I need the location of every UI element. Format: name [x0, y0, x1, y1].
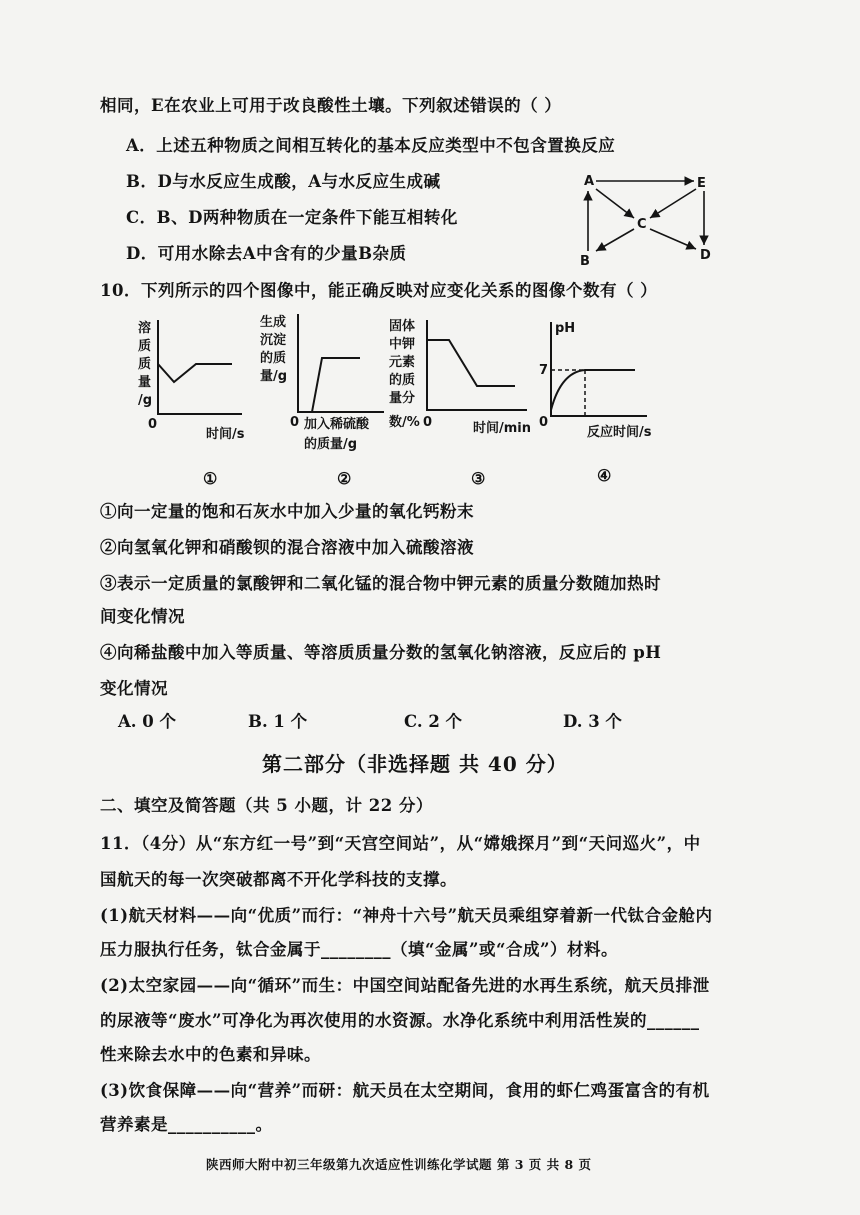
q10-statement-3: ③表示一定质量的氯酸钾和二氧化锰的混合物中钾元素的质量分数随加热时 [100, 574, 661, 593]
svg-text:中钾: 中钾 [389, 337, 416, 352]
arrow-c-to-b [596, 229, 634, 251]
q10-choice-d: D. 3 个 [563, 712, 622, 731]
svg-text:的质量/g: 的质量/g [304, 437, 358, 452]
svg-text:质: 质 [138, 339, 152, 354]
svg-text:生成: 生成 [260, 315, 287, 330]
graph-2 [256, 308, 396, 458]
svg-text:质: 质 [138, 357, 152, 372]
svg-text:/g: /g [138, 393, 153, 408]
q11-line-2: 国航天的每一次突破都离不开化学科技的支撑。 [100, 870, 457, 889]
svg-text:时间/s: 时间/s [206, 427, 245, 442]
diagram-node-d: D [700, 248, 711, 263]
graph-2-curve [312, 358, 360, 412]
svg-text:0: 0 [148, 417, 158, 432]
q10-statement-1: ①向一定量的饱和石灰水中加入少量的氧化钙粉末 [100, 502, 474, 521]
svg-text:时间/min: 时间/min [473, 421, 532, 436]
svg-text:元素: 元素 [389, 355, 416, 370]
graph-4-index: ④ [597, 466, 612, 485]
q11-line-7: 性来除去水中的色素和异味。 [100, 1045, 321, 1064]
q11-line-9: 营养素是__________。 [100, 1115, 273, 1134]
q9-option-d: D．可用水除去A中含有的少量B杂质 [126, 244, 407, 263]
part2-title: 第二部分（非选择题 共 40 分） [262, 752, 568, 776]
svg-text:固体: 固体 [389, 319, 416, 334]
svg-text:0: 0 [290, 415, 300, 430]
svg-text:数/%: 数/% [389, 415, 420, 430]
graph-4 [535, 314, 665, 444]
q9-stem-tail: 相同，E在农业上可用于改良酸性土壤。下列叙述错误的（ ） [100, 96, 562, 115]
q11-line-8: (3)饮食保障——向“营养”而研：航天员在太空期间，食用的虾仁鸡蛋富含的有机 [100, 1081, 710, 1100]
q9-option-b: B．D与水反应生成酸，A与水反应生成碱 [126, 172, 441, 191]
svg-text:量/g: 量/g [260, 369, 288, 384]
svg-text:量分: 量分 [389, 391, 416, 406]
q10-stem: 10．下列所示的四个图像中，能正确反映对应变化关系的图像个数有（ ） [100, 281, 658, 300]
q10-statement-2: ②向氢氧化钾和硝酸钡的混合溶液中加入硫酸溶液 [100, 538, 474, 557]
q9-relationship-diagram [570, 165, 720, 265]
svg-text:pH: pH [555, 321, 576, 336]
diagram-node-e: E [697, 176, 706, 191]
svg-text:7: 7 [539, 363, 549, 378]
graph-1-index: ① [203, 469, 218, 488]
graph-1-curve [158, 364, 232, 382]
svg-text:的质: 的质 [389, 373, 416, 388]
q11-line-1: 11．（4分）从“东方红一号”到“天宫空间站”，从“嫦娥探月”到“天问巡火”，中 [100, 834, 701, 853]
q11-line-3: (1)航天材料——向“优质”而行：“神舟十六号”航天员乘组穿着新一代钛合金舱内 [100, 906, 713, 925]
q10-statement-4-cont: 变化情况 [100, 679, 168, 698]
q10-choice-a: A. 0 个 [118, 712, 177, 731]
graph-1 [130, 312, 250, 442]
q11-line-4: 压力服执行任务，钛合金属于________（填“金属”或“合成”）材料。 [100, 940, 618, 959]
q9-option-a: A．上述五种物质之间相互转化的基本反应类型中不包含置换反应 [126, 136, 616, 155]
svg-text:的质: 的质 [260, 351, 287, 366]
graph-3-curve [427, 340, 515, 386]
arrow-a-to-c [596, 189, 634, 218]
graph-3 [385, 314, 535, 444]
q10-statement-3-cont: 间变化情况 [100, 607, 185, 626]
q10-choice-c: C. 2 个 [404, 712, 463, 731]
svg-text:0: 0 [423, 415, 433, 430]
section-heading: 二、填空及简答题（共 5 小题，计 22 分） [100, 796, 433, 815]
svg-text:量: 量 [138, 375, 152, 390]
diagram-node-c: C [637, 217, 647, 232]
graph-4-curve [551, 370, 635, 410]
q10-statement-4: ④向稀盐酸中加入等质量、等溶质质量分数的氢氧化钠溶液，反应后的 pH [100, 643, 662, 662]
svg-text:0: 0 [539, 415, 549, 430]
diagram-node-b: B [580, 254, 590, 265]
page-footer: 陕西师大附中初三年级第九次适应性训练化学试题 第 3 页 共 8 页 [206, 1157, 592, 1172]
q9-option-c: C．B、D两种物质在一定条件下能互相转化 [126, 208, 458, 227]
svg-text:加入稀硫酸: 加入稀硫酸 [304, 417, 370, 432]
graph-3-index: ③ [471, 469, 486, 488]
svg-text:反应时间/s: 反应时间/s [587, 425, 652, 440]
arrow-e-to-c [650, 189, 696, 218]
svg-text:沉淀: 沉淀 [260, 333, 287, 348]
svg-text:溶: 溶 [138, 321, 152, 336]
q11-line-5: (2)太空家园——向“循环”而生：中国空间站配备先进的水再生系统，航天员排泄 [100, 976, 710, 995]
diagram-node-a: A [584, 174, 595, 189]
graph-2-index: ② [337, 469, 352, 488]
arrow-c-to-d [650, 229, 696, 249]
q11-line-6: 的尿液等“废水”可净化为再次使用的水资源。水净化系统中利用活性炭的______ [100, 1011, 700, 1030]
q10-choice-b: B. 1 个 [248, 712, 308, 731]
